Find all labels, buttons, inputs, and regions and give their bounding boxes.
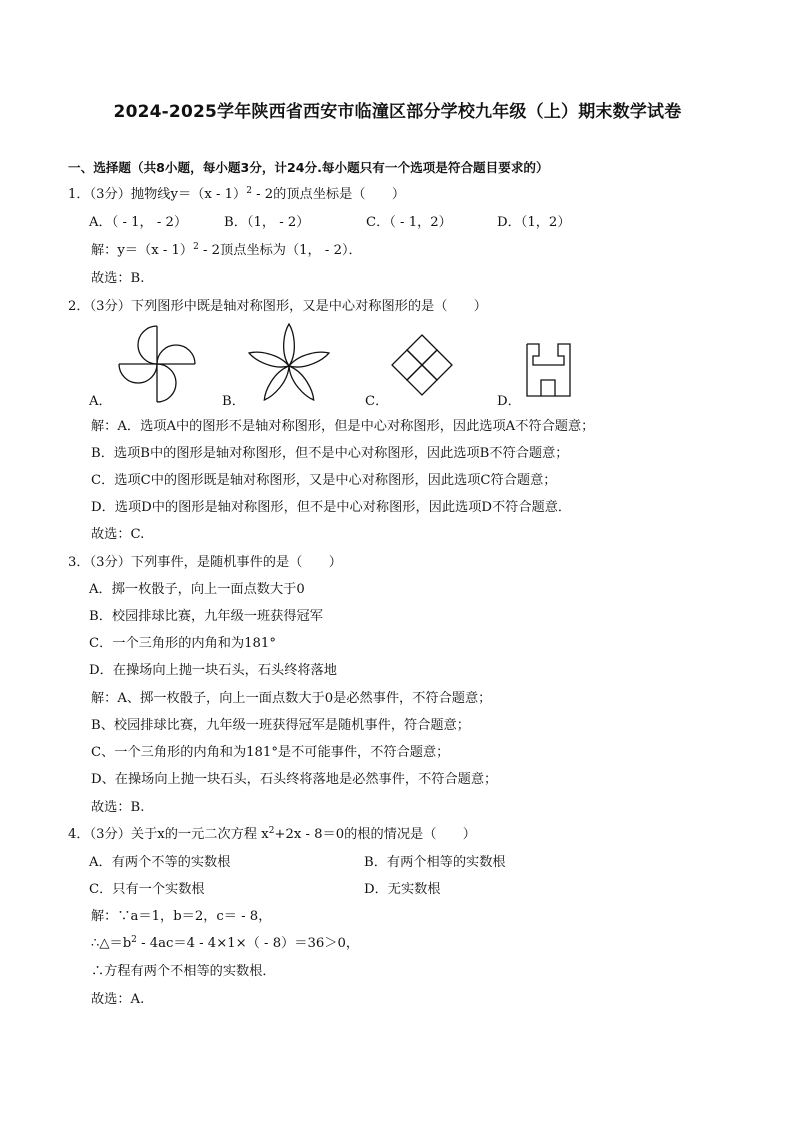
q1-solution-pre: 解：y＝（x - 1） [91,243,194,258]
q2-label-c: C． [365,394,389,409]
q4-solution-line-1: 解：∵a＝1，b＝2，c＝ - 8， [91,909,272,924]
q3-option-a: A．掷一枚骰子，向上一面点数大于0 [89,582,305,597]
five-petal-flower-figure [246,322,332,406]
q4-solution-exponent: 2 [131,935,137,945]
question-3-stem: 3．（3分）下列事件，是随机事件的是（ ） [68,555,342,570]
q2-solution-line-2: B．选项B中的图形是轴对称图形，但不是中心对称图形，因此选项B不符合题意； [91,446,569,461]
q3-option-c: C．一个三角形的内角和为181° [89,636,276,651]
q4-stem-post: +2x - 8＝0的根的情况是（ ） [274,827,476,842]
q1-option-d: D．（1，2） [497,215,571,230]
q1-solution [91,243,362,259]
q4-option-c: C．只有一个实数根 [89,882,205,897]
q4-option-a: A．有两个不等的实数根 [89,855,231,870]
q1-exponent: 2 [246,186,252,196]
q1-option-c: C．（ - 1，2） [366,215,452,230]
section-heading: 一、选择题（共8小题，每小题3分，计24分.每小题只有一个选项是符合题目要求的） [68,160,549,175]
q1-stem-post: - 2的顶点坐标是（ ） [251,187,406,202]
q1-stem-pre: 1．（3分）抛物线y＝（x - 1） [68,187,247,202]
q3-solution-line-3: C、一个三角形的内角和为181°是不可能事件，不符合题意； [91,745,450,760]
q4-solution-line-2-pre: ∴△＝b [91,936,132,951]
q3-solution-line-1: 解：A、掷一枚骰子，向上一面点数大于0是必然事件，不符合题意； [91,691,492,706]
q1-solution-post: - 2顶点坐标为（1， - 2）． [198,243,362,258]
q1-option-a: A．（ - 1， - 2） [89,215,188,230]
q4-stem-pre: 4．（3分）关于x的一元二次方程 x [68,827,269,842]
q2-solution-line-3: C．选项C中的图形既是轴对称图形，又是中心对称图形，因此选项C符合题意； [91,473,557,488]
q2-label-a: A． [89,394,112,409]
q1-solution-exponent: 2 [193,242,199,252]
q4-solution-line-3: ∴方程有两个不相等的实数根． [91,964,276,979]
question-4-stem [68,827,476,843]
q2-answer: 故选：C. [91,527,145,542]
q4-option-b: B．有两个相等的实数根 [364,855,506,870]
q2-solution-line-1: 解：A．选项A中的图形不是轴对称图形，但是中心对称图形，因此选项A不符合题意； [91,419,595,434]
q1-answer: 故选：B. [91,271,145,286]
q2-solution-line-4: D．选项D中的图形是轴对称图形，但不是中心对称图形，因此选项D不符合题意． [91,500,572,515]
bracket-shape-figure [524,341,574,399]
q3-option-b: B．校园排球比赛，九年级一班获得冠军 [89,609,323,624]
q4-answer: 故选：A. [91,992,145,1007]
q4-solution-line-2-post: - 4ac＝4 - 4×1×（ - 8）＝36＞0， [136,936,360,951]
q2-label-d: D． [497,394,521,409]
q3-solution-line-4: D、在操场向上抛一块石头，石头终将落地是必然事件，不符合题意； [91,772,498,787]
question-2-stem: 2．（3分）下列图形中既是轴对称图形，又是中心对称图形的是（ ） [68,299,487,314]
question-1-stem [68,187,405,203]
q2-label-b: B． [222,394,245,409]
q4-solution-line-2 [91,936,359,952]
q4-option-d: D．无实数根 [364,882,441,897]
pinwheel-figure [117,324,197,404]
page-title: 2024-2025学年陕西省西安市临潼区部分学校九年级（上）期末数学试卷 [113,102,682,122]
q3-answer: 故选：B. [91,800,145,815]
four-diamonds-figure [389,333,455,399]
q1-option-b: B．（1， - 2） [224,215,310,230]
q4-exponent: 2 [268,826,275,836]
q3-option-d: D．在操场向上抛一块石头，石头终将落地 [89,663,337,678]
q3-solution-line-2: B、校园排球比赛，九年级一班获得冠军是随机事件，符合题意； [91,718,470,733]
